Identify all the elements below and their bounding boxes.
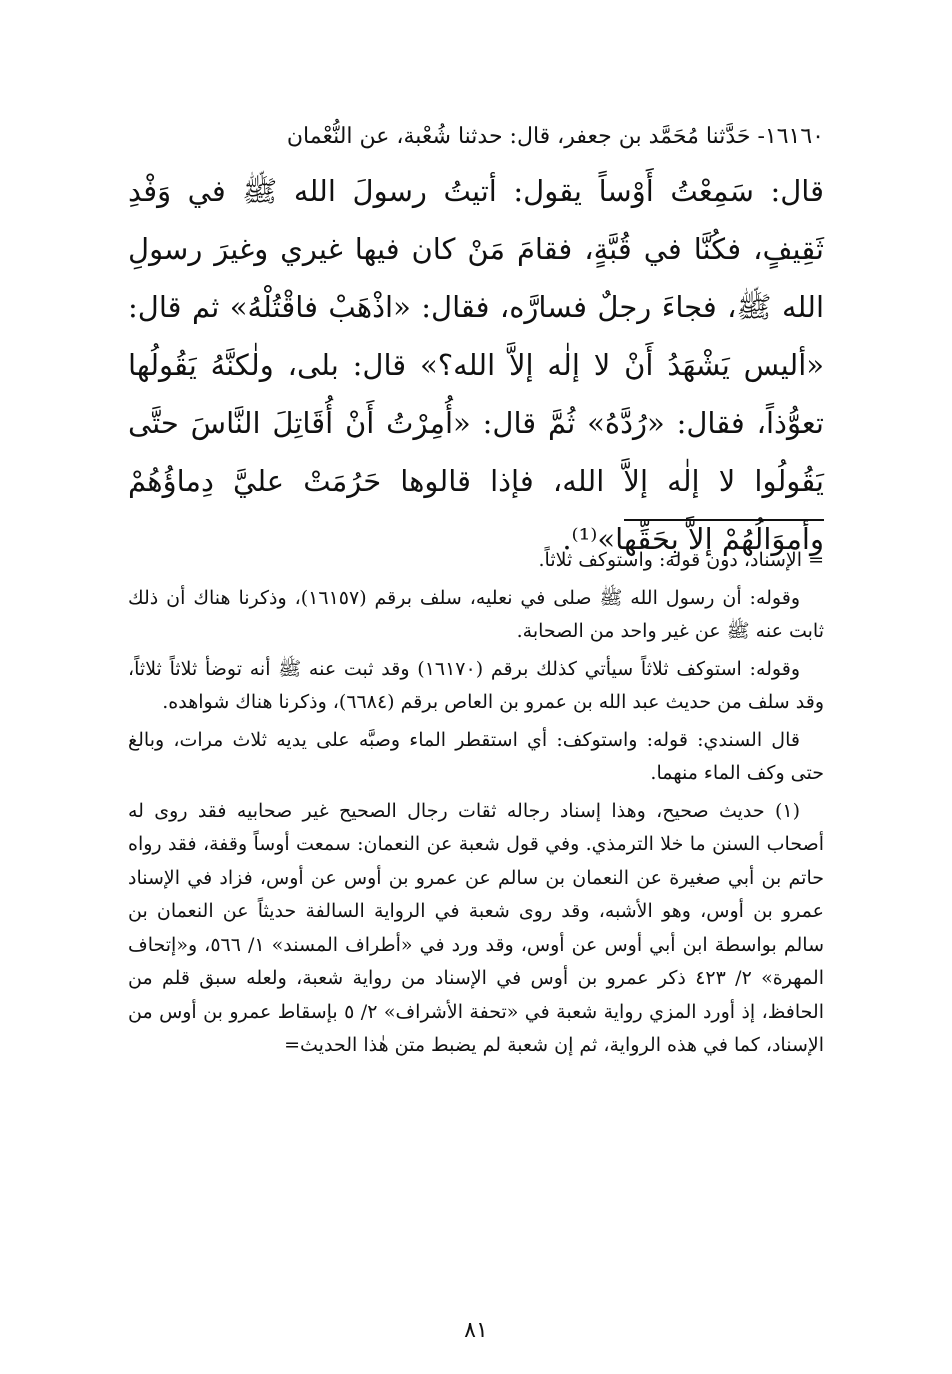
footnote-1: (١) حديث صحيح، وهذا إسناد رجاله ثقات رجال الصحيح غير صحابيه فقد روى له أصحاب السنن ما خلا الترمذي. وفي قول شعبة عن النعمان: سمعت أوساً وقفة، فقد رواه حاتم بن أبي صغيرة عن النعمان بن سالم عن عمرو بن أوس عن أوس، فزاد في الإسناد عمرو بن أوس، وهو الأشبه، وقد روى شعبة في الرواية السالفة حديثاً عن النعمان بن سالم بواسطة ابن أبي أوس عن أوس، وقد ورد في «أطراف المسند» ١/ ٥٦٦، و«إتحاف المهرة» ٢/ ٤٢٣ ذكر عمرو بن أوس في الإسناد من رواية شعبة، ولعله سبق قلم من الحافظ، إذ أورد المزي رواية شعبة في «تحفة الأشراف» ٢/ ٥ بإسقاط عمرو بن أوس من الإسناد، كما في هذه الرواية، ثم إن شعبة لم يضبط متن هٰذا الحديث= [128, 799, 825, 1056]
hadith-header: ١٦١٦٠- حَدَّثنا مُحَمَّد بن جعفر، قال: حدثنا شُعْبة، عن النُّعْمان [286, 124, 824, 149]
hadith-body: قال: سَمِعْتُ أَوْساً يقول: أتيتُ رسولَ الله ﷺ في وَفْدِ ثَقِيفٍ، فكُنَّا في قُبَّةٍ، فقامَ مَنْ كان فيها غيري وغيرَ رسولِ الله ﷺ، فجاءَ رجلٌ فسارَّه، فقال: «اذْهَبْ فاقْتُلْهُ» ثم قال: «أليس يَشْهَدُ أَنْ لا إلٰه إلاَّ الله؟» قال: بلى، ولٰكنَّهُ يَقُولُها تعوُّذاً، فقال: «رُدَّهُ» ثُمَّ قال: «أُمِرْتُ أَنْ أُقَاتِلَ النَّاسَ حتَّى يَقُولُوا لا إلٰه إلاَّ الله، فإذا قالوها حَرُمَتْ عليَّ دِماؤُهُمْ وأموَالُهُمْ إلاَّ بِحَقِّها»⁽¹⁾. [128, 174, 824, 556]
footnote-paragraph: قال السندي: قوله: واستوكف: أي استقطر الماء وصبَّه على يديه ثلاث مرات، وبالغ حتى وكف الماء منهما. [128, 728, 824, 784]
footnotes [128, 544, 824, 1067]
footnote-paragraph: وقوله: استوكف ثلاثاً سيأتي كذلك برقم (١٦١٧٠) وقد ثبت عنه ﷺ أنه توضأ ثلاثاً ثلاثاً، وقد سلف من حديث عبد الله بن عمرو بن العاص برقم (٦٦٨٤)، وذكرنا هناك شواهده. [128, 657, 824, 713]
hadith-text [128, 118, 824, 568]
footnote-divider [624, 519, 824, 521]
footnote-paragraph: وقوله: أن رسول الله ﷺ صلى في نعليه، سلف برقم (١٦١٥٧)، وذكرنا هناك أن ذلك ثابت عنه ﷺ عن غير واحد من الصحابة. [128, 586, 824, 642]
page-number: ٨١ [464, 1318, 488, 1343]
footnote-continuation: = الإسناد، دون قوله: واستوكف ثلاثاً. [538, 549, 824, 571]
